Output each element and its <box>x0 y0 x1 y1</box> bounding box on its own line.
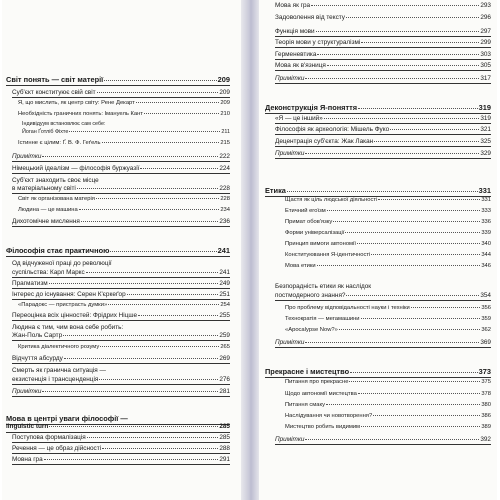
toc-entry <box>285 305 491 312</box>
toc-entry <box>275 436 491 443</box>
toc-entry <box>12 367 230 374</box>
toc-leader <box>358 393 481 394</box>
toc-entry-title: Істинне є цілим: Ґ. В. Ф. Геґель <box>18 140 101 146</box>
left-page <box>2 0 241 500</box>
toc-leader <box>345 232 480 233</box>
toc-entry <box>22 129 230 136</box>
toc-entry-title: Щодо автономії мистецтва <box>285 391 357 397</box>
toc-entry-page: 234 <box>220 207 230 213</box>
toc-entry <box>12 332 230 339</box>
toc-rule <box>275 347 491 348</box>
toc-entry-page: 299 <box>480 39 491 46</box>
toc-entry-title: Поступова формалізація <box>12 434 86 441</box>
toc-entry-page: 331 <box>478 186 491 195</box>
toc-entry-page: 329 <box>480 150 491 157</box>
toc-entry <box>285 327 491 334</box>
toc-entry-title: Безпорадність етики як наслідок <box>275 283 372 290</box>
toc-entry-title: Функція мови <box>275 28 315 35</box>
toc-entry <box>12 434 230 441</box>
toc-leader <box>79 209 220 210</box>
toc-leader <box>339 329 480 330</box>
toc-rule <box>275 300 491 301</box>
toc-leader <box>317 54 479 55</box>
toc-entry-page: 285 <box>219 423 230 430</box>
toc-leader <box>69 131 220 132</box>
toc-leader <box>102 448 218 449</box>
toc-entry-page: 285 <box>219 434 230 441</box>
toc-entry-title: Мова як гра <box>275 2 311 9</box>
toc-entry-title: Смерть як гранична ситуація — <box>12 367 106 374</box>
toc-leader <box>378 199 480 200</box>
toc-leader <box>102 142 220 143</box>
toc-leader <box>333 221 480 222</box>
toc-leader <box>349 381 480 382</box>
toc-entry-page: 211 <box>221 129 230 135</box>
toc-entry-title: Жан-Поль Сартр <box>12 332 63 339</box>
toc-entry <box>6 76 230 84</box>
toc-rule <box>12 193 230 194</box>
toc-rule <box>12 97 230 98</box>
toc-leader <box>87 437 219 438</box>
toc-entry-page: 369 <box>480 339 491 346</box>
toc-entry-page: 251 <box>219 291 230 298</box>
toc-entry <box>12 177 230 184</box>
toc-entry <box>285 230 491 237</box>
toc-leader <box>305 153 479 154</box>
toc-entry <box>12 388 230 395</box>
toc-rule <box>12 277 230 278</box>
toc-entry <box>12 185 230 192</box>
toc-rule <box>275 146 491 147</box>
toc-entry-page: 228 <box>219 185 230 192</box>
toc-entry-page: 293 <box>480 2 491 9</box>
book-spine <box>241 0 259 500</box>
toc-entry-page: 389 <box>481 424 491 430</box>
toc-entry <box>285 208 491 215</box>
toc-leader <box>110 251 216 252</box>
toc-leader <box>96 198 219 199</box>
toc-leader <box>350 372 478 373</box>
toc-entry <box>6 415 230 423</box>
toc-entry-page: 325 <box>480 138 491 145</box>
toc-entry <box>285 379 491 386</box>
toc-leader <box>374 141 479 142</box>
toc-leader <box>390 129 479 130</box>
toc-entry-title: linguistic turn <box>6 423 49 430</box>
toc-entry-page: 305 <box>480 62 491 69</box>
toc-leader <box>138 315 218 316</box>
toc-entry-title: Необхідність граничних понять: Імануель Кант <box>18 111 143 117</box>
toc-leader <box>287 191 478 192</box>
toc-entry-page: 241 <box>219 269 230 276</box>
toc-entry-page: 336 <box>481 219 491 225</box>
toc-leader <box>371 254 480 255</box>
toc-entry <box>275 126 491 133</box>
toc-entry <box>265 187 491 195</box>
right-page <box>259 0 497 500</box>
toc-entry-page: 296 <box>480 14 491 21</box>
toc-rule <box>275 123 491 124</box>
toc-entry-page: 281 <box>219 388 230 395</box>
toc-entry-title: суспільства: Карл Маркс <box>12 269 85 276</box>
toc-leader <box>86 272 219 273</box>
toc-entry-title: Дихотомічне мислення <box>12 218 80 225</box>
toc-entry-page: 333 <box>481 208 491 214</box>
toc-rule <box>12 464 230 465</box>
toc-entry <box>285 316 491 323</box>
toc-entry-title: Людина є тим, чим вона себе робить: <box>12 324 124 331</box>
toc-entry-page: 269 <box>219 355 230 362</box>
toc-entry <box>275 28 491 35</box>
toc-entry-title: Питання смаку <box>285 402 325 408</box>
toc-entry <box>285 402 491 409</box>
toc-entry <box>12 445 230 452</box>
toc-leader <box>316 31 480 32</box>
toc-leader <box>361 42 479 43</box>
toc-leader <box>361 318 481 319</box>
toc-leader <box>346 295 479 296</box>
toc-entry <box>275 283 491 290</box>
toc-entry-title: «Парадокс — пристрасть думки» <box>18 302 108 308</box>
toc-rule <box>275 444 491 445</box>
toc-rule <box>12 299 230 300</box>
toc-entry-title: Етика <box>265 186 286 195</box>
toc-leader <box>358 108 478 109</box>
toc-entry-page: 331 <box>481 197 491 203</box>
toc-entry-title: Питання про прекрасне <box>285 379 349 385</box>
toc-rule <box>12 442 230 443</box>
toc-rule <box>12 161 230 162</box>
toc-entry <box>275 62 491 69</box>
toc-entry-page: 359 <box>481 316 491 322</box>
toc-entry-title: Примітки <box>275 339 305 346</box>
toc-entry <box>275 150 491 157</box>
toc-entry-page: 254 <box>220 302 230 308</box>
toc-rule <box>6 432 230 433</box>
toc-entry <box>285 241 491 248</box>
toc-entry <box>12 218 230 225</box>
toc-leader <box>144 113 219 114</box>
toc-entry-title: Примітки <box>12 388 42 395</box>
toc-leader <box>140 168 218 169</box>
toc-entry-title: Людина — це машина <box>18 207 78 213</box>
toc-entry <box>18 100 230 107</box>
toc-entry-title: Критика діалектичного розуму <box>18 344 100 350</box>
toc-entry-title: Мистецтво робить видимим <box>285 424 361 430</box>
toc-entry-title: Мовна гра <box>12 456 43 463</box>
toc-leader <box>346 17 479 18</box>
toc-entry-page: 249 <box>219 280 230 287</box>
toc-entry-title: Конституювання Я-ідентичності <box>285 252 371 258</box>
toc-entry-page: 392 <box>480 436 491 443</box>
toc-rule <box>275 70 491 71</box>
toc-entry-title: Щастя як ціль людської діяльності <box>285 197 378 203</box>
toc-entry-title: Філософія стає практичною <box>6 246 110 255</box>
toc-entry <box>265 368 491 376</box>
toc-leader <box>327 65 479 66</box>
toc-entry-page: 255 <box>219 312 230 319</box>
toc-entry-title: Прекрасне і мистецтво <box>265 367 350 376</box>
toc-entry-page: 259 <box>219 332 230 339</box>
toc-entry-page: 222 <box>219 153 230 160</box>
toc-leader <box>81 221 219 222</box>
toc-entry-title: Задоволення від тексту <box>275 14 345 21</box>
toc-rule <box>12 288 230 289</box>
toc-entry <box>18 302 230 309</box>
toc-entry-page: 297 <box>480 28 491 35</box>
toc-rule <box>275 83 491 84</box>
toc-entry <box>275 75 491 82</box>
toc-rule <box>265 377 491 378</box>
toc-leader <box>63 335 218 336</box>
toc-entry-page: 344 <box>481 252 491 258</box>
toc-entry-title: Технократія — мегамашини <box>285 316 360 322</box>
toc-leader <box>108 304 219 305</box>
toc-rule <box>275 36 491 37</box>
toc-entry-title: Інтерес до існування: Серен К'єркеґор <box>12 291 126 298</box>
toc-entry-page: 209 <box>220 100 230 106</box>
toc-leader <box>411 307 481 308</box>
toc-entry-page: 340 <box>481 241 491 247</box>
toc-entry-title: Мова як в'язниця <box>275 62 326 69</box>
toc-entry <box>12 291 230 298</box>
toc-entry <box>18 196 230 203</box>
toc-entry-page: 303 <box>480 51 491 58</box>
toc-entry-title: постмодерного знання? <box>275 292 346 299</box>
toc-entry <box>12 165 230 172</box>
toc-entry <box>285 197 491 204</box>
toc-entry <box>12 260 230 267</box>
toc-rule <box>12 226 230 227</box>
toc-entry-page: 317 <box>480 75 491 82</box>
toc-leader <box>136 102 220 103</box>
toc-rule <box>12 363 230 364</box>
toc-rule <box>275 158 491 159</box>
toc-entry <box>275 51 491 58</box>
toc-entry <box>12 89 230 96</box>
toc-entry-page: 224 <box>219 165 230 172</box>
toc-rule <box>12 340 230 341</box>
toc-leader <box>42 156 218 157</box>
toc-rule <box>12 320 230 321</box>
toc-rule <box>12 384 230 385</box>
toc-entry <box>18 140 230 147</box>
toc-rule <box>12 453 230 454</box>
toc-entry <box>12 324 230 331</box>
toc-entry-title: Теорія мови у структуралізмі <box>275 39 361 46</box>
toc-leader <box>49 283 219 284</box>
toc-leader <box>373 415 480 416</box>
toc-entry-page: 241 <box>217 246 230 255</box>
toc-entry-title: в матеріальному світі <box>12 185 76 192</box>
toc-leader <box>311 5 479 6</box>
toc-leader <box>44 459 219 460</box>
toc-entry <box>12 280 230 287</box>
toc-entry-title: Примат обов'язку <box>285 219 333 225</box>
toc-leader <box>305 78 479 79</box>
toc-rule <box>12 396 230 397</box>
toc-entry <box>275 115 491 122</box>
toc-leader <box>324 118 480 119</box>
toc-entry-title: Мова етики <box>285 263 316 269</box>
toc-entry-title: Прагматизм <box>12 280 48 287</box>
toc-entry <box>285 263 491 270</box>
toc-entry-title: Речення — це образ дійсності <box>12 445 102 452</box>
toc-entry-title: Німецький ідеалізм — філософія буржуазії <box>12 165 140 172</box>
toc-rule <box>12 173 230 174</box>
toc-entry <box>285 219 491 226</box>
toc-entry-page: 362 <box>481 327 491 333</box>
toc-entry-page: 373 <box>478 367 491 376</box>
toc-leader <box>77 188 218 189</box>
toc-leader <box>305 342 479 343</box>
toc-leader <box>42 391 218 392</box>
toc-entry <box>12 376 230 383</box>
toc-rule <box>265 113 491 114</box>
toc-rule <box>6 85 230 86</box>
toc-entry <box>12 269 230 276</box>
toc-leader <box>99 379 218 380</box>
toc-entry-title: Примітки <box>275 436 305 443</box>
toc-entry-page: 321 <box>480 126 491 133</box>
toc-entry-page: 210 <box>220 111 230 117</box>
toc-entry-title: Суб'єкт конституює свій світ <box>12 89 96 96</box>
toc-entry <box>285 424 491 431</box>
toc-entry <box>12 312 230 319</box>
toc-entry-title: Принцип вимоги автономії <box>285 241 356 247</box>
toc-entry-title: Мова в центрі уваги філософії — <box>6 414 128 423</box>
toc-entry-title: Переоцінка всіх цінностей: Фрідрих Ніцше <box>12 312 138 319</box>
toc-leader <box>104 80 216 81</box>
toc-entry <box>6 423 230 431</box>
toc-entry-title: Йоган Ґотліб Фіхте <box>22 129 69 135</box>
toc-rule <box>275 59 491 60</box>
toc-leader <box>317 265 481 266</box>
toc-entry-title: Деконструкція Я-поняття <box>265 103 358 112</box>
toc-entry-page: 209 <box>219 89 230 96</box>
toc-entry-page: 319 <box>478 103 491 112</box>
toc-entry-title: Я, що мислить, як центр світу: Рене Декарт <box>18 100 135 106</box>
toc-entry <box>285 252 491 259</box>
toc-entry-page: 380 <box>481 402 491 408</box>
toc-entry-page: 356 <box>481 305 491 311</box>
toc-leader <box>49 426 218 427</box>
toc-leader <box>357 243 480 244</box>
toc-entry <box>275 39 491 46</box>
toc-entry-title: Наслідування чи новотворення? <box>285 413 373 419</box>
toc-entry-page: 288 <box>219 445 230 452</box>
toc-entry <box>12 153 230 160</box>
toc-entry-title: Світ як організована матерія <box>18 196 95 202</box>
toc-leader <box>100 346 219 347</box>
toc-entry-title: Світ понять — світ матерії <box>6 75 104 84</box>
toc-entry-page: 378 <box>481 391 491 397</box>
toc-leader <box>327 210 481 211</box>
toc-entry-title: Суб'єкт знаходить своє місце <box>12 177 99 184</box>
toc-entry <box>6 247 230 255</box>
toc-entry-page: 276 <box>219 376 230 383</box>
toc-entry-page: 375 <box>481 379 491 385</box>
toc-entry-title: «Я — це інший» <box>275 115 323 122</box>
toc-entry <box>12 456 230 463</box>
toc-entry-page: 228 <box>220 196 230 202</box>
toc-entry-page: 354 <box>480 292 491 299</box>
toc-entry <box>275 339 491 346</box>
toc-entry-page: 209 <box>217 75 230 84</box>
toc-entry-title: Примітки <box>12 153 42 160</box>
toc-entry <box>18 207 230 214</box>
toc-entry <box>18 111 230 118</box>
toc-entry <box>265 104 491 112</box>
toc-entry <box>18 344 230 351</box>
toc-entry-title: Примітки <box>275 150 305 157</box>
toc-entry-title: Про проблему відповідальності науки і техніки <box>285 305 410 311</box>
toc-leader <box>64 358 219 359</box>
toc-leader <box>97 92 219 93</box>
toc-entry-title: «Apocalypse Now?» <box>285 327 338 333</box>
toc-leader <box>305 439 479 440</box>
toc-leader <box>361 426 480 427</box>
toc-entry-page: 291 <box>219 456 230 463</box>
toc-entry-page: 265 <box>220 344 230 350</box>
toc-entry-title: Філософія як археологія: Мішель Фуко <box>275 126 390 133</box>
toc-entry-page: 319 <box>480 115 491 122</box>
toc-entry <box>275 292 491 299</box>
toc-rule <box>275 47 491 48</box>
toc-entry-page: 236 <box>219 218 230 225</box>
toc-entry-title: Примітки <box>275 75 305 82</box>
toc-entry-page: 346 <box>481 263 491 269</box>
toc-entry-page: 339 <box>481 230 491 236</box>
toc-entry-title: Етичний егоїзм <box>285 208 326 214</box>
toc-entry <box>275 138 491 145</box>
toc-entry-title: Індивідуум встановлює сам себе: <box>22 121 106 127</box>
toc-leader <box>127 294 219 295</box>
toc-entry-title: Форми універсалізації <box>285 230 345 236</box>
toc-rule <box>275 134 491 135</box>
toc-entry <box>275 2 491 9</box>
toc-entry-title: екзистенція і трансценденція <box>12 376 99 383</box>
toc-rule <box>6 256 230 257</box>
toc-entry <box>285 391 491 398</box>
toc-entry <box>22 121 230 128</box>
toc-entry <box>12 355 230 362</box>
toc-leader <box>326 404 480 405</box>
toc-entry-title: Герменевтика <box>275 51 317 58</box>
toc-entry-title: Відчуття абсурду <box>12 355 63 362</box>
toc-entry-title: Децентрація суб'єкта: Жак Лакан <box>275 138 374 145</box>
toc-entry <box>285 413 491 420</box>
toc-entry-page: 386 <box>481 413 491 419</box>
toc-entry-title: Од відчуженої праці до революції <box>12 260 112 267</box>
toc-entry <box>275 14 491 21</box>
toc-entry-page: 215 <box>220 140 230 146</box>
